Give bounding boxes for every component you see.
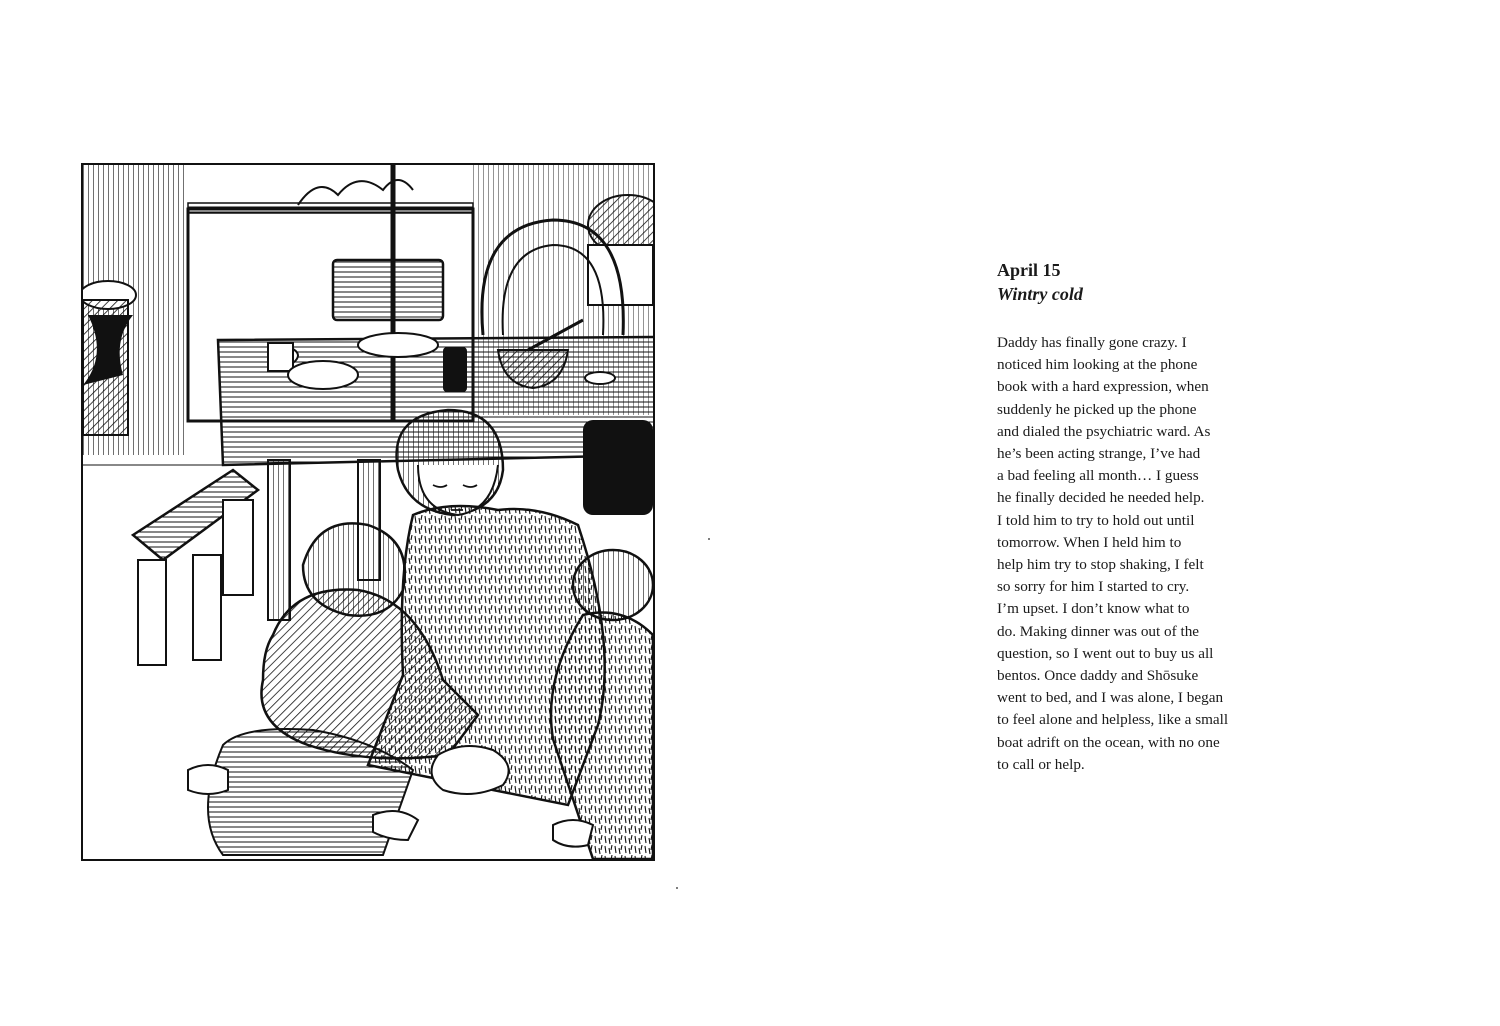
entry-line: question, so I went out to buy us all xyxy=(997,644,1214,662)
entry-line: a bad feeling all month… I guess xyxy=(997,467,1199,485)
bench-leg-right xyxy=(193,555,221,660)
entry-line: tomorrow. When I held him to xyxy=(997,533,1182,551)
tree-outside xyxy=(298,180,413,205)
entry-date: April 15 xyxy=(997,260,1061,280)
son-foot xyxy=(553,820,593,847)
entry-line: he finally decided he needed help. xyxy=(997,489,1205,507)
entry-line: bentos. Once daddy and Shōsuke xyxy=(997,667,1199,685)
entry-line: do. Making dinner was out of the xyxy=(997,622,1200,640)
basket-base xyxy=(588,245,653,305)
diary-entry xyxy=(997,258,1267,776)
entry-body xyxy=(997,332,1267,776)
entry-line: boat adrift on the ocean, with no one xyxy=(997,733,1220,751)
entry-weather: Wintry cold xyxy=(997,284,1083,304)
black-chair xyxy=(583,420,653,515)
entry-line: went to bed, and I was alone, I began xyxy=(997,689,1224,707)
plate-front xyxy=(288,361,358,389)
soy-sauce-bottle xyxy=(443,347,467,392)
entry-line: book with a hard expression, when xyxy=(997,378,1209,396)
entry-line: I told him to try to hold out until xyxy=(997,511,1195,529)
small-cup xyxy=(585,372,615,384)
entry-line: noticed him looking at the phone xyxy=(997,356,1198,374)
entry-line: help him try to stop shaking, I felt xyxy=(997,556,1204,574)
son-hair xyxy=(573,550,653,620)
illustration-panel xyxy=(81,163,655,861)
clasped-hands xyxy=(432,746,509,794)
bench-leg-back xyxy=(223,500,253,595)
entry-line: to call or help. xyxy=(997,755,1085,773)
entry-line: he’s been acting strange, I’ve had xyxy=(997,445,1201,463)
entry-line: I’m upset. I don’t know what to xyxy=(997,600,1190,618)
plate-back xyxy=(358,333,438,357)
bench-leg-left xyxy=(138,560,166,665)
entry-line: so sorry for him I started to cry. xyxy=(997,578,1190,596)
entry-line: suddenly he picked up the phone xyxy=(997,400,1197,418)
table-leg-left xyxy=(268,460,290,620)
family-kitchen-illustration xyxy=(83,165,653,859)
entry-line: and dialed the psychiatric ward. As xyxy=(997,422,1211,440)
chair-back-left xyxy=(333,260,443,320)
paper-speck xyxy=(708,538,710,540)
entry-line: to feel alone and helpless, like a small xyxy=(997,711,1229,729)
entry-line: Daddy has finally gone crazy. I xyxy=(997,334,1187,351)
paper-speck xyxy=(676,887,678,889)
window-frame-top xyxy=(188,203,473,213)
